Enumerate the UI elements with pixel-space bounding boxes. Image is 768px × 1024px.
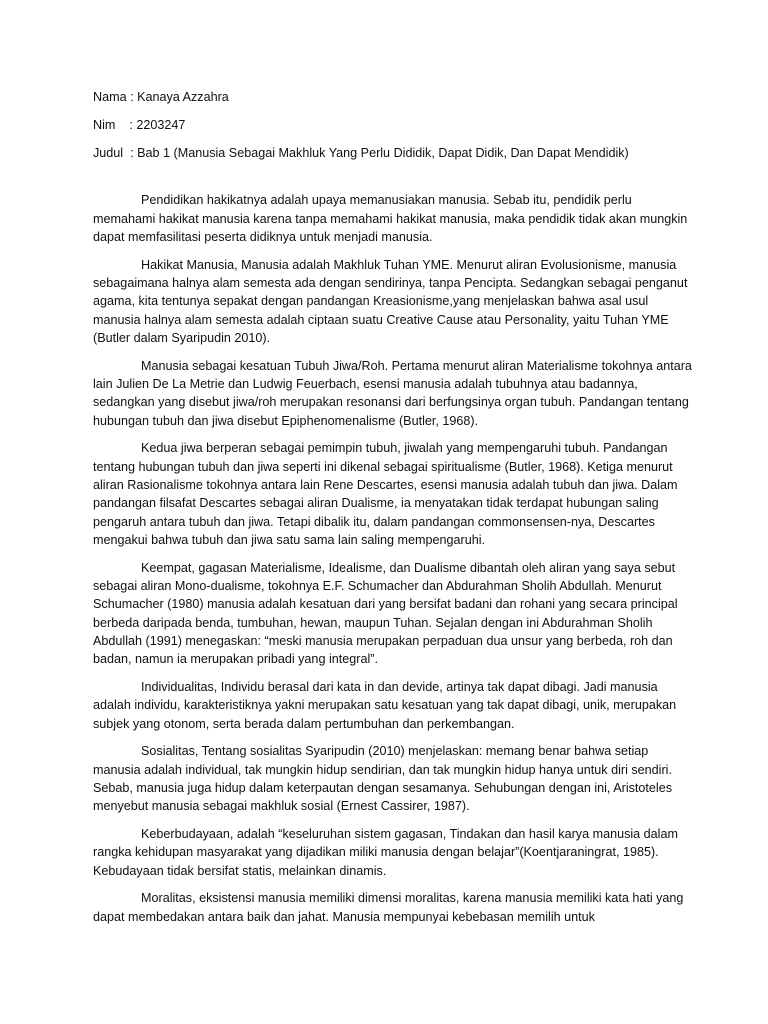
paragraph-moralitas: Moralitas, eksistensi manusia memiliki dimensi moralitas, karena manusia memiliki kata hati yang dapat membedakan antara baik dan jahat. Manusia mempunyai kebebasan memilih untuk [93,891,684,924]
paragraph-keempat: Keempat, gagasan Materialisme, Idealisme, dan Dualisme dibantah oleh aliran yang saya sebut sebagai aliran Mono-dualisme, tokohnya E.F. Schumacher dan Abdurahman Sholih Abdullah. Menurut Schumacher (1980) manusia adalah kesatuan dari yang bersifat badani dan rohani yang secara principal berbeda daripada benda, tumbuhan, hewan, maupun Tuhan. Sejalan dengan ini Abdurahman Sholih Abdullah (1991) menegaskan: “meski manusia merupakan perpaduan dua unsur yang berbeda, roh dan badan, namun ia merupakan pribadi yang integral”. [93,560,678,667]
paragraph-individualitas: Individualitas, Individu berasal dari kata in dan devide, artinya tak dapat dibagi. Jadi manusia adalah individu, karakteristiknya yakni merupakan satu kesatuan yang tak dapat dibagi, unik, merupakan subjek yang otonom, serta berada dalam pertumbuhan dan perkembangan. [93,680,677,731]
document-title: Judul : Bab 1 (Manusia Sebagai Makhluk Yang Perlu Dididik, Dapat Didik, Dan Dapat Mendidik) [93,145,629,160]
paragraph-sosialitas: Sosialitas, Tentang sosialitas Syaripudin (2010) menjelaskan: memang benar bahwa setiap manusia adalah individual, tak mungkin hidup sendirian, dan tak mungkin hidup hanya untuk diri sendiri. Sebab, manusia juga hidup dalam keterpautan dengan sesamanya. Sehubungan dengan ini, Aristoteles menyebut manusia sebagai makhluk sosial (Ernest Cassirer, 1987). [93,744,673,814]
paragraph-hakikat-manusia: Hakikat Manusia, Manusia adalah Makhluk Tuhan YME. Menurut aliran Evolusionisme, manusia sebagaimana halnya alam semesta ada dengan sendirinya, tanpa Pencipta. Sedangkan sebagai penganut agama, kita tentunya sepakat dengan pandangan Kreasionisme,yang menjelaskan bahwa asal usul manusia halnya alam semesta adalah ciptaan suatu Creative Cause atau Personality, yaitu Tuhan YME (Butler dalam Syaripudin 2010). [93,257,688,345]
paragraph-kedua-ketiga: Kedua jiwa berperan sebagai pemimpin tubuh, jiwalah yang mempengaruhi tubuh. Pandangan tentang hubungan tubuh dan jiwa seperti ini dikenal sebagai spiritualisme (Butler, 1968). Ketiga menurut aliran Rasionalisme tokohnya antara lain Rene Descartes, esensi manusia adalah tubuh dan jiwa. Dalam pandangan filsafat Descartes sebagai aliran Dualisme, ia menyatakan tidak terdapat hubungan saling pengaruh antara tubuh dan jiwa. Tetapi dibalik itu, dalam pandangan commonsensen-nya, Descartes mengakui bahwa tubuh dan jiwa satu sama lain saling mempengaruhi. [93,441,678,547]
paragraph-pendidikan: Pendidikan hakikatnya adalah upaya memanusiakan manusia. Sebab itu, pendidik perlu memahami hakikat manusia karena tanpa memahami hakikat manusia, maka pendidik tidak akan mungkin dapat memfasilitasi peserta didiknya untuk menjadi manusia. [93,193,688,244]
student-name: Nama : Kanaya Azzahra [93,90,229,104]
student-nim: Nim : 2203247 [93,117,186,132]
paragraph-tubuh-jiwa: Manusia sebagai kesatuan Tubuh Jiwa/Roh. Pertama menurut aliran Materialisme tokohnya antara lain Julien De La Metrie dan Ludwig Feuerbach, esensi manusia adalah tubuhnya atau badannya, sedangkan yang disebut jiwa/roh merupakan resonansi dari berfungsinya organ tubuh. Pandangan tentang hubungan tubuh dan jiwa disebut Epiphenomenalisme (Butler, 1968). [93,358,692,428]
paragraph-keberbudayaan: Keberbudayaan, adalah “keseluruhan sistem gagasan, Tindakan dan hasil karya manusia dalam rangka kehidupan masyarakat yang dijadikan miliki manusia dengan belajar”(Koentjaraningrat, 1985). Kebudayaan tidak bersifat statis, melainkan dinamis. [93,827,678,878]
spacer [93,171,694,191]
